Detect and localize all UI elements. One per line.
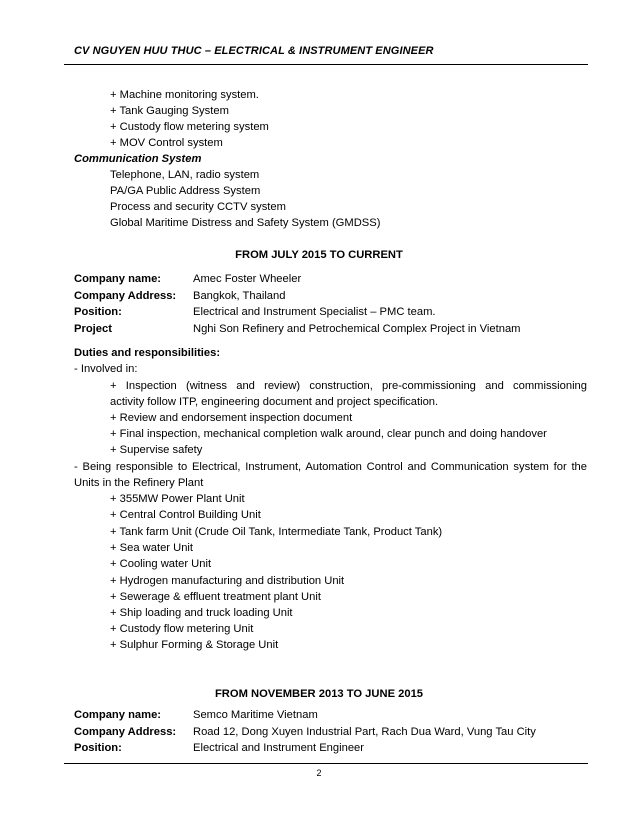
list-item: + Sulphur Forming & Storage Unit — [110, 639, 279, 651]
list-item: + Sea water Unit — [110, 542, 194, 554]
page-header-title: CV NGUYEN HUU THUC – ELECTRICAL & INSTRUMENT ENGINEER — [74, 45, 434, 57]
list-item: + Machine monitoring system. — [110, 89, 259, 101]
field-label-project: Project — [74, 323, 112, 335]
duties-heading: Duties and responsibilities: — [74, 347, 221, 359]
list-item: + Cooling water Unit — [110, 558, 212, 570]
field-label-position: Position: — [74, 742, 122, 754]
list-item: + Ship loading and truck loading Unit — [110, 607, 293, 619]
list-item: + MOV Control system — [110, 137, 223, 149]
section-title: FROM JULY 2015 TO CURRENT — [235, 249, 403, 261]
list-item: + Sewerage & effluent treatment plant Unit — [110, 591, 321, 603]
list-item: + Tank Gauging System — [110, 105, 229, 117]
list-item: + Hydrogen manufacturing and distribution Unit — [110, 575, 345, 587]
field-label-company-address: Company Address: — [74, 290, 177, 302]
list-item: + 355MW Power Plant Unit — [110, 493, 245, 505]
list-item: + Custody flow metering Unit — [110, 623, 254, 635]
field-value-company-name: Amec Foster Wheeler — [193, 273, 302, 285]
involved-in-label: - Involved in: — [74, 363, 138, 375]
list-item: PA/GA Public Address System — [110, 185, 261, 197]
list-item: + Custody flow metering system — [110, 121, 269, 133]
list-item: + Inspection (witness and review) construction, pre-commissioning and commissioning — [110, 380, 587, 392]
page-number: 2 — [316, 768, 322, 778]
field-value-project: Nghi Son Refinery and Petrochemical Complex Project in Vietnam — [193, 323, 521, 335]
field-value-company-address: Road 12, Dong Xuyen Industrial Part, Rach Dua Ward, Vung Tau City — [193, 726, 536, 738]
list-item: Global Maritime Distress and Safety System (GMDSS) — [110, 217, 381, 229]
field-label-position: Position: — [74, 306, 122, 318]
list-item: + Central Control Building Unit — [110, 509, 261, 521]
field-label-company-address: Company Address: — [74, 726, 177, 738]
responsibility-line: Units in the Refinery Plant — [74, 477, 204, 489]
communication-heading: Communication System — [74, 153, 202, 165]
field-value-position: Electrical and Instrument Engineer — [193, 742, 365, 754]
responsibility-line: - Being responsible to Electrical, Instrument, Automation Control and Communication system for the — [74, 461, 587, 473]
field-value-position: Electrical and Instrument Specialist – PMC team. — [193, 306, 436, 318]
list-item: + Final inspection, mechanical completion walk around, clear punch and doing handover — [110, 428, 547, 440]
list-item: Telephone, LAN, radio system — [110, 169, 260, 181]
section-title: FROM NOVEMBER 2013 TO JUNE 2015 — [214, 688, 424, 700]
list-item: + Supervise safety — [110, 444, 203, 456]
list-item: Process and security CCTV system — [110, 201, 286, 213]
list-item: + Tank farm Unit (Crude Oil Tank, Intermediate Tank, Product Tank) — [110, 526, 443, 538]
list-item: activity follow ITP, engineering document and project specification. — [110, 396, 439, 408]
field-value-company-address: Bangkok, Thailand — [193, 290, 286, 302]
field-label-company-name: Company name: — [74, 709, 162, 721]
field-label-company-name: Company name: — [74, 273, 162, 285]
field-value-company-name: Semco Maritime Vietnam — [193, 709, 318, 721]
header-rule — [64, 64, 588, 65]
list-item: + Review and endorsement inspection document — [110, 412, 353, 424]
footer-rule — [64, 763, 588, 764]
